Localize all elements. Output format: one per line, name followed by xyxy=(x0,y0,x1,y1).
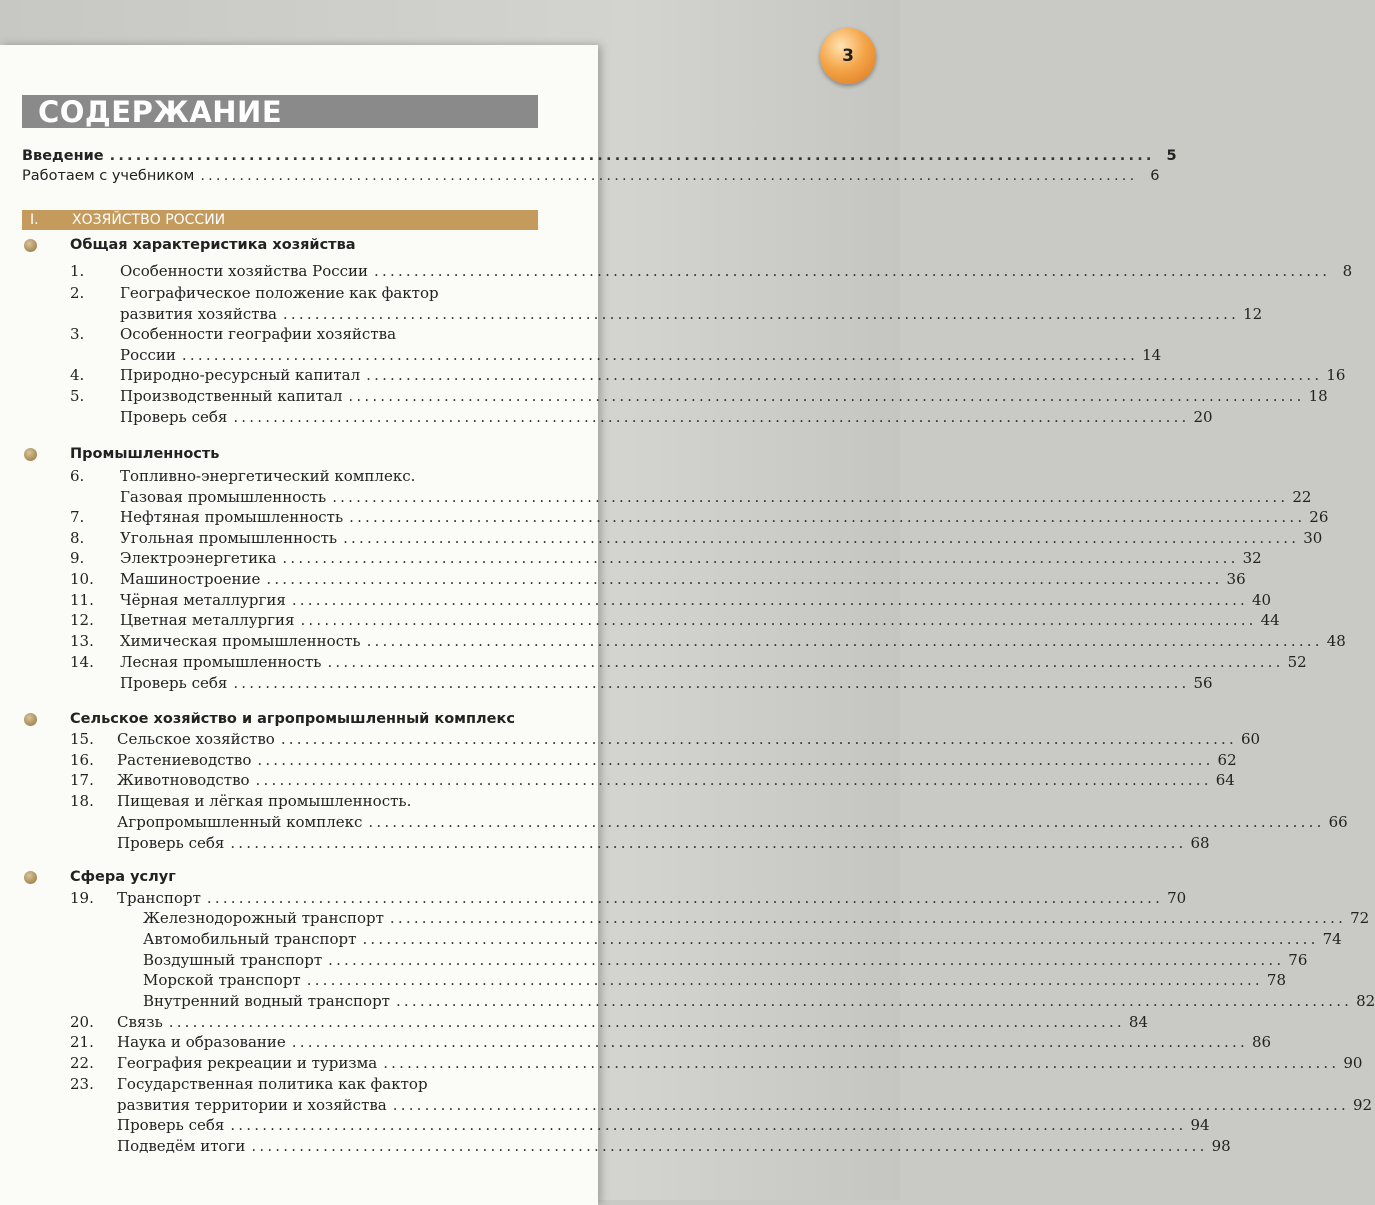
page-sheet xyxy=(0,45,1375,1205)
section-bullet-icon xyxy=(24,713,37,726)
entry-number: 22. xyxy=(70,1054,94,1072)
leader-dots: ........................................................................................................................ xyxy=(291,591,1249,609)
entry-text: развития территории и хозяйства xyxy=(117,1096,387,1114)
entry-text: Угольная промышленность xyxy=(120,529,338,547)
entry-text: Особенности хозяйства России xyxy=(120,262,369,280)
leader-dots: ........................................................................................................................ xyxy=(348,387,1305,405)
entry-text: Растениеводство xyxy=(117,751,252,769)
entry-text: Лесная промышленность xyxy=(120,653,322,671)
leader-dots: ........................................................................................................................ xyxy=(200,168,1138,184)
toc-entry-8[interactable] xyxy=(120,528,1323,548)
entry-page: 12 xyxy=(1243,305,1263,323)
leader-dots: ........................................................................................................................ xyxy=(233,408,1190,426)
chapter-number: I. xyxy=(30,212,39,228)
leader-dots: ........................................................................................................................ xyxy=(168,1013,1125,1031)
entry-page: 60 xyxy=(1240,730,1261,748)
entry-number: 17. xyxy=(70,771,94,789)
entry-number: 14. xyxy=(70,653,94,671)
entry-text-line1: Особенности географии хозяйства xyxy=(120,325,397,343)
toc-entry-10[interactable] xyxy=(120,569,1246,589)
entry-page: 6 xyxy=(1150,168,1160,184)
toc-subentry-road[interactable] xyxy=(143,929,1342,949)
entry-text: Природно-ресурсный капитал xyxy=(120,366,361,384)
entry-page: 32 xyxy=(1242,549,1262,567)
entry-text: Электроэнергетика xyxy=(120,549,277,567)
leader-dots: ........................................................................................................................ xyxy=(332,488,1289,506)
entry-text: Чёрная металлургия xyxy=(120,591,286,609)
toc-entry-18[interactable] xyxy=(117,812,1348,832)
leader-dots: ........................................................................................................................ xyxy=(374,262,1331,280)
page-title: СОДЕРЖАНИЕ xyxy=(38,95,283,129)
entry-page: 82 xyxy=(1356,992,1375,1010)
leader-dots: ........................................................................................................................ xyxy=(383,1054,1340,1072)
leader-dots: ........................................................................................................................ xyxy=(306,971,1263,989)
entry-page: 94 xyxy=(1190,1116,1210,1134)
entry-text: Воздушный транспорт xyxy=(143,951,323,969)
entry-number: 16. xyxy=(70,751,94,769)
entry-page: 30 xyxy=(1303,529,1323,547)
entry-text: Газовая промышленность xyxy=(120,488,327,506)
section-bullet-icon xyxy=(24,871,37,884)
entry-page: 90 xyxy=(1343,1054,1363,1072)
entry-text: развития хозяйства xyxy=(120,305,277,323)
entry-text: Введение xyxy=(22,148,104,164)
section-bullet-icon xyxy=(24,448,37,461)
entry-number: 13. xyxy=(70,632,94,650)
entry-text: Морской транспорт xyxy=(143,971,301,989)
toc-entry-check-3[interactable] xyxy=(117,833,1210,853)
entry-text: Машиностроение xyxy=(120,570,261,588)
toc-entry-21[interactable] xyxy=(117,1032,1272,1052)
leader-dots: ........................................................................................................................ xyxy=(255,771,1212,789)
entry-number: 4. xyxy=(70,366,85,384)
toc-subentry-air[interactable] xyxy=(143,950,1308,970)
entry-number: 8. xyxy=(70,529,85,547)
leader-dots: ........................................................................................................................ xyxy=(206,889,1164,907)
leader-dots: ........................................................................................................................ xyxy=(230,834,1187,852)
chapter-title: ХОЗЯЙСТВО РОССИИ xyxy=(72,212,226,228)
entry-page: 22 xyxy=(1292,488,1312,506)
entry-page: 16 xyxy=(1326,366,1346,384)
entry-text: Проверь себя xyxy=(120,674,228,692)
entry-number: 2. xyxy=(70,284,85,302)
section-bullet-icon xyxy=(24,239,37,252)
toc-entry-summary[interactable] xyxy=(117,1136,1231,1156)
toc-entry-1[interactable] xyxy=(120,261,1353,281)
entry-text: Автомобильный транспорт xyxy=(143,930,357,948)
entry-text: Цветная металлургия xyxy=(120,611,295,629)
toc-entry-12[interactable] xyxy=(120,610,1280,630)
toc-entry-check-4[interactable] xyxy=(117,1115,1210,1135)
leader-dots: ........................................................................................................................ xyxy=(282,305,1240,323)
toc-entry-19[interactable] xyxy=(117,888,1187,908)
entry-page: 86 xyxy=(1251,1033,1272,1051)
entry-number: 21. xyxy=(70,1033,94,1051)
entry-number: 19. xyxy=(70,889,94,907)
entry-text: Химическая промышленность xyxy=(120,632,361,650)
leader-dots: ........................................................................................................................ xyxy=(266,570,1223,588)
entry-page: 48 xyxy=(1326,632,1346,650)
leader-dots: ........................................................................................................................ xyxy=(230,1116,1187,1134)
leader-dots: ........................................................................................................................ xyxy=(366,632,1323,650)
entry-number: 23. xyxy=(70,1075,94,1093)
entry-page: 56 xyxy=(1193,674,1213,692)
toc-entry-11[interactable] xyxy=(120,590,1272,610)
toc-entry-13[interactable] xyxy=(120,631,1346,651)
entry-text-line1: Государственная политика как фактор xyxy=(117,1075,428,1093)
entry-text-line1: Топливно-энергетический комплекс. xyxy=(120,467,416,485)
entry-page: 76 xyxy=(1288,951,1308,969)
entry-text: Животноводство xyxy=(117,771,250,789)
entry-text: Работаем с учебником xyxy=(22,168,195,184)
toc-entry-working-with-textbook[interactable] xyxy=(22,166,1160,186)
entry-page: 84 xyxy=(1128,1013,1148,1031)
entry-page: 26 xyxy=(1309,508,1329,526)
leader-dots: ........................................................................................................................ xyxy=(395,992,1353,1010)
entry-number: 10. xyxy=(70,570,94,588)
entry-number: 18. xyxy=(70,792,94,810)
entry-number: 6. xyxy=(70,467,85,485)
leader-dots: ........................................................................................................................ xyxy=(300,611,1257,629)
leader-dots: ........................................................................................................................ xyxy=(366,366,1323,384)
toc-entry-5[interactable] xyxy=(120,386,1328,406)
entry-text: Связь xyxy=(117,1013,163,1031)
entry-number: 12. xyxy=(70,611,94,629)
entry-text-line1: Географическое положение как фактор xyxy=(120,284,439,302)
toc-subentry-sea[interactable] xyxy=(143,970,1286,990)
entry-text: Проверь себя xyxy=(120,408,228,426)
leader-dots: ........................................................................................................................ xyxy=(251,1137,1208,1155)
toc-entry-2[interactable] xyxy=(120,304,1263,324)
section-title-industry[interactable]: Промышленность xyxy=(70,446,220,462)
entry-text: России xyxy=(120,346,176,364)
toc-entry-23[interactable] xyxy=(117,1095,1373,1115)
entry-text: География рекреации и туризма xyxy=(117,1054,378,1072)
toc-subentry-railway[interactable] xyxy=(143,908,1370,928)
toc-subentry-inland-water[interactable] xyxy=(143,991,1375,1011)
leader-dots: ........................................................................................................................ xyxy=(389,909,1347,927)
entry-page: 66 xyxy=(1328,813,1348,831)
entry-page: 62 xyxy=(1217,751,1237,769)
toc-entry-3[interactable] xyxy=(120,345,1162,365)
entry-page: 40 xyxy=(1252,591,1272,609)
entry-number: 9. xyxy=(70,549,85,567)
toc-entry-22[interactable] xyxy=(117,1053,1363,1073)
entry-text: Наука и образование xyxy=(117,1033,286,1051)
leader-dots: ........................................................................................................................ xyxy=(109,148,1155,164)
entry-page: 36 xyxy=(1226,570,1246,588)
entry-text: Агропромышленный комплекс xyxy=(117,813,363,831)
entry-page: 72 xyxy=(1350,909,1370,927)
leader-dots: ........................................................................................................................ xyxy=(362,930,1319,948)
entry-page: 20 xyxy=(1193,408,1213,426)
entry-text: Железнодорожный транспорт xyxy=(143,909,384,927)
entry-text: Сельское хозяйство xyxy=(117,730,275,748)
section-title-general[interactable]: Общая характеристика хозяйства xyxy=(70,237,356,253)
leader-dots: ........................................................................................................................ xyxy=(282,549,1239,567)
entry-text: Внутренний водный транспорт xyxy=(143,992,390,1010)
entry-number: 11. xyxy=(70,591,94,609)
leader-dots: ........................................................................................................................ xyxy=(392,1096,1349,1114)
entry-text: Проверь себя xyxy=(117,1116,225,1134)
entry-text: Подведём итоги xyxy=(117,1137,246,1155)
leader-dots: ........................................................................................................................ xyxy=(343,529,1300,547)
toc-entry-intro[interactable] xyxy=(22,146,1177,166)
entry-page: 5 xyxy=(1166,148,1177,164)
entry-number: 20. xyxy=(70,1013,94,1031)
toc-entry-check-1[interactable] xyxy=(120,407,1213,427)
toc-entry-4[interactable] xyxy=(120,365,1346,385)
leader-dots: ........................................................................................................................ xyxy=(181,346,1139,364)
entry-page: 78 xyxy=(1266,971,1286,989)
toc-entry-14[interactable] xyxy=(120,652,1307,672)
leader-dots: ........................................................................................................................ xyxy=(291,1033,1248,1051)
entry-page: 64 xyxy=(1215,771,1235,789)
toc-entry-16[interactable] xyxy=(117,750,1237,770)
entry-page: 70 xyxy=(1167,889,1187,907)
toc-entry-7[interactable] xyxy=(120,507,1329,527)
leader-dots: ........................................................................................................................ xyxy=(349,508,1306,526)
entry-page: 8 xyxy=(1342,262,1353,280)
toc-entry-15[interactable] xyxy=(117,729,1261,749)
leader-dots: ........................................................................................................................ xyxy=(327,653,1284,671)
entry-text: Производственный капитал xyxy=(120,387,343,405)
leader-dots: ........................................................................................................................ xyxy=(280,730,1237,748)
section-title-agriculture[interactable]: Сельское хозяйство и агропромышленный комплекс xyxy=(70,711,515,727)
section-title-services[interactable]: Сфера услуг xyxy=(70,869,176,885)
toc-entry-9[interactable] xyxy=(120,548,1262,568)
leader-dots: ........................................................................................................................ xyxy=(368,813,1325,831)
entry-text: Проверь себя xyxy=(117,834,225,852)
entry-page: 98 xyxy=(1211,1137,1231,1155)
entry-text: Транспорт xyxy=(117,889,201,907)
entry-page: 74 xyxy=(1322,930,1342,948)
entry-page: 92 xyxy=(1352,1096,1373,1114)
entry-text: Нефтяная промышленность xyxy=(120,508,344,526)
toc-entry-17[interactable] xyxy=(117,770,1235,790)
entry-number: 3. xyxy=(70,325,85,343)
entry-page: 18 xyxy=(1308,387,1328,405)
entry-page: 44 xyxy=(1260,611,1280,629)
entry-number: 15. xyxy=(70,730,94,748)
entry-page: 14 xyxy=(1142,346,1162,364)
toc-entry-20[interactable] xyxy=(117,1012,1148,1032)
page-number-badge: 3 xyxy=(820,28,876,84)
entry-number: 7. xyxy=(70,508,85,526)
leader-dots: ........................................................................................................................ xyxy=(233,674,1190,692)
entry-page: 52 xyxy=(1287,653,1307,671)
toc-entry-check-2[interactable] xyxy=(120,673,1213,693)
entry-number: 5. xyxy=(70,387,85,405)
leader-dots: ........................................................................................................................ xyxy=(328,951,1285,969)
leader-dots: ........................................................................................................................ xyxy=(257,751,1214,769)
entry-page: 68 xyxy=(1190,834,1210,852)
entry-number: 1. xyxy=(70,262,85,280)
toc-entry-6[interactable] xyxy=(120,487,1312,507)
entry-text-line1: Пищевая и лёгкая промышленность. xyxy=(117,792,412,810)
